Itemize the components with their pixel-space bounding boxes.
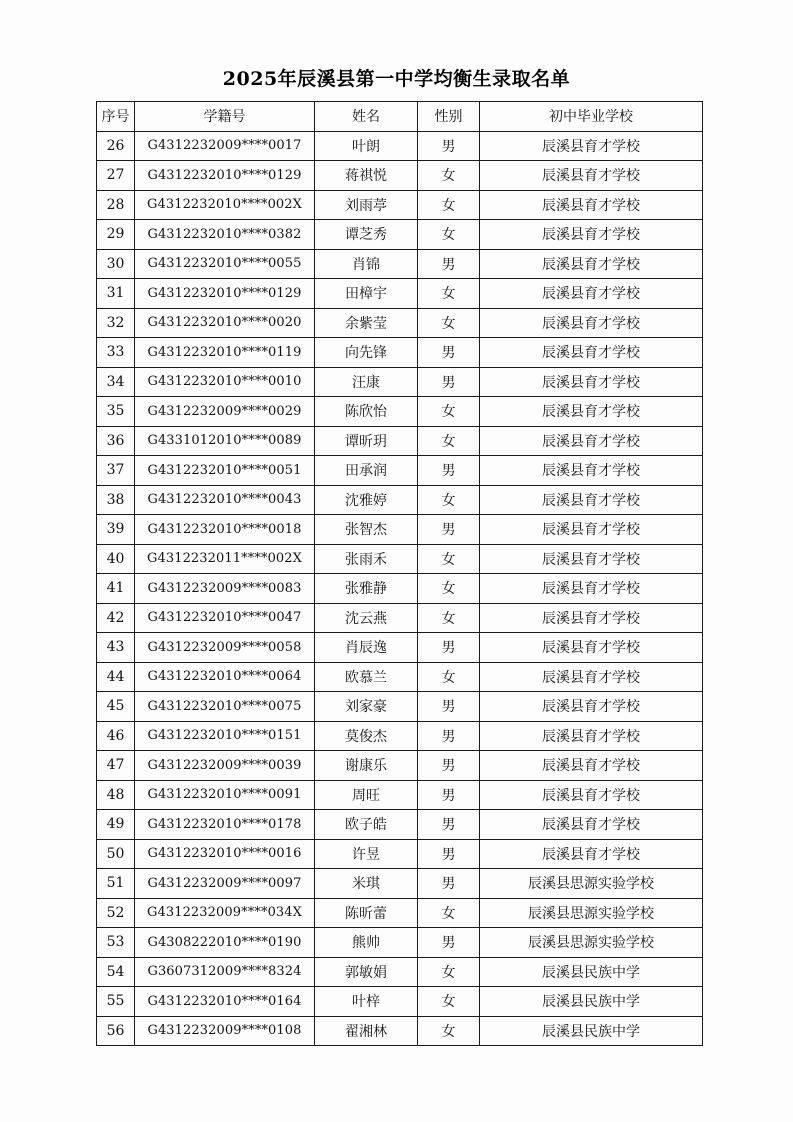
cell-name: 莫俊杰 <box>315 721 418 751</box>
table-row <box>97 279 703 309</box>
cell-student-id: G4312232009****0017 <box>135 131 315 161</box>
table-row <box>97 515 703 545</box>
cell-student-id: G4312232010****002X <box>135 190 315 220</box>
table-row <box>97 839 703 869</box>
cell-gender: 男 <box>418 456 480 486</box>
cell-student-id: G4312232009****0083 <box>135 574 315 604</box>
cell-student-id: G4312232010****0051 <box>135 456 315 486</box>
cell-name: 肖锦 <box>315 249 418 279</box>
cell-seq: 28 <box>97 190 135 220</box>
table-row <box>97 1016 703 1046</box>
cell-gender: 女 <box>418 898 480 928</box>
cell-student-id: G4308222010****0190 <box>135 928 315 958</box>
cell-student-id: G4312232009****0029 <box>135 397 315 427</box>
cell-gender: 女 <box>418 190 480 220</box>
cell-gender: 男 <box>418 751 480 781</box>
cell-school: 辰溪县育才学校 <box>480 810 703 840</box>
cell-name: 刘雨葶 <box>315 190 418 220</box>
header-school: 初中毕业学校 <box>480 102 703 132</box>
cell-name: 叶梓 <box>315 987 418 1017</box>
cell-name: 张雨禾 <box>315 544 418 574</box>
cell-name: 沈雅婷 <box>315 485 418 515</box>
cell-seq: 26 <box>97 131 135 161</box>
cell-name: 陈昕蕾 <box>315 898 418 928</box>
cell-seq: 37 <box>97 456 135 486</box>
cell-student-id: G4312232010****0016 <box>135 839 315 869</box>
cell-gender: 女 <box>418 987 480 1017</box>
cell-school: 辰溪县育才学校 <box>480 662 703 692</box>
table-row <box>97 308 703 338</box>
cell-school: 辰溪县育才学校 <box>480 249 703 279</box>
table-row <box>97 131 703 161</box>
cell-student-id: G4312232011****002X <box>135 544 315 574</box>
cell-seq: 48 <box>97 780 135 810</box>
table-row <box>97 397 703 427</box>
cell-student-id: G4312232010****0020 <box>135 308 315 338</box>
cell-school: 辰溪县育才学校 <box>480 780 703 810</box>
cell-seq: 27 <box>97 161 135 191</box>
cell-school: 辰溪县思源实验学校 <box>480 928 703 958</box>
table-row <box>97 485 703 515</box>
cell-name: 余紫莹 <box>315 308 418 338</box>
cell-school: 辰溪县育才学校 <box>480 839 703 869</box>
page-title: 2025年辰溪县第一中学均衡生录取名单 <box>222 68 571 90</box>
table-row <box>97 869 703 899</box>
cell-student-id: G4312232010****0129 <box>135 161 315 191</box>
cell-gender: 男 <box>418 367 480 397</box>
cell-school: 辰溪县育才学校 <box>480 515 703 545</box>
cell-name: 田承润 <box>315 456 418 486</box>
cell-school: 辰溪县民族中学 <box>480 957 703 987</box>
cell-name: 翟湘林 <box>315 1016 418 1046</box>
cell-gender: 男 <box>418 338 480 368</box>
cell-name: 谢康乐 <box>315 751 418 781</box>
cell-school: 辰溪县育才学校 <box>480 603 703 633</box>
header-name: 姓名 <box>315 102 418 132</box>
cell-gender: 女 <box>418 1016 480 1046</box>
cell-name: 肖辰逸 <box>315 633 418 663</box>
cell-gender: 男 <box>418 839 480 869</box>
header-seq: 序号 <box>97 102 135 132</box>
cell-seq: 56 <box>97 1016 135 1046</box>
cell-seq: 34 <box>97 367 135 397</box>
table-row <box>97 928 703 958</box>
cell-student-id: G4312232010****0043 <box>135 485 315 515</box>
cell-student-id: G3607312009****8324 <box>135 957 315 987</box>
table-row <box>97 249 703 279</box>
cell-school: 辰溪县育才学校 <box>480 574 703 604</box>
cell-student-id: G4312232009****0097 <box>135 869 315 899</box>
cell-seq: 30 <box>97 249 135 279</box>
cell-school: 辰溪县育才学校 <box>480 721 703 751</box>
table-row <box>97 780 703 810</box>
cell-school: 辰溪县思源实验学校 <box>480 898 703 928</box>
cell-seq: 33 <box>97 338 135 368</box>
table-row <box>97 987 703 1017</box>
cell-seq: 55 <box>97 987 135 1017</box>
cell-gender: 女 <box>418 308 480 338</box>
table-row <box>97 544 703 574</box>
cell-seq: 40 <box>97 544 135 574</box>
cell-name: 熊帅 <box>315 928 418 958</box>
cell-student-id: G4312232010****0178 <box>135 810 315 840</box>
cell-school: 辰溪县育才学校 <box>480 131 703 161</box>
cell-student-id: G4312232010****0091 <box>135 780 315 810</box>
cell-seq: 54 <box>97 957 135 987</box>
cell-gender: 女 <box>418 574 480 604</box>
cell-name: 叶朗 <box>315 131 418 161</box>
table-row <box>97 957 703 987</box>
cell-school: 辰溪县民族中学 <box>480 1016 703 1046</box>
cell-seq: 47 <box>97 751 135 781</box>
cell-name: 谭昕玥 <box>315 426 418 456</box>
cell-gender: 女 <box>418 544 480 574</box>
cell-seq: 51 <box>97 869 135 899</box>
cell-gender: 女 <box>418 957 480 987</box>
cell-school: 辰溪县育才学校 <box>480 338 703 368</box>
table-row <box>97 603 703 633</box>
cell-name: 许昱 <box>315 839 418 869</box>
cell-name: 向先锋 <box>315 338 418 368</box>
cell-name: 张智杰 <box>315 515 418 545</box>
cell-student-id: G4312232010****0129 <box>135 279 315 309</box>
cell-student-id: G4312232010****0018 <box>135 515 315 545</box>
table-row <box>97 633 703 663</box>
cell-gender: 女 <box>418 397 480 427</box>
cell-name: 蒋祺悦 <box>315 161 418 191</box>
cell-gender: 男 <box>418 131 480 161</box>
cell-gender: 女 <box>418 426 480 456</box>
cell-seq: 32 <box>97 308 135 338</box>
cell-student-id: G4312232010****0064 <box>135 662 315 692</box>
table-row <box>97 338 703 368</box>
table-row <box>97 190 703 220</box>
cell-name: 欧子皓 <box>315 810 418 840</box>
cell-student-id: G4312232010****0151 <box>135 721 315 751</box>
cell-student-id: G4312232009****0039 <box>135 751 315 781</box>
cell-school: 辰溪县育才学校 <box>480 220 703 250</box>
cell-gender: 男 <box>418 810 480 840</box>
cell-seq: 49 <box>97 810 135 840</box>
cell-gender: 男 <box>418 869 480 899</box>
cell-school: 辰溪县育才学校 <box>480 426 703 456</box>
cell-gender: 女 <box>418 485 480 515</box>
cell-seq: 45 <box>97 692 135 722</box>
cell-student-id: G4312232010****0010 <box>135 367 315 397</box>
cell-school: 辰溪县育才学校 <box>480 456 703 486</box>
cell-gender: 女 <box>418 161 480 191</box>
cell-student-id: G4312232010****0047 <box>135 603 315 633</box>
cell-school: 辰溪县育才学校 <box>480 367 703 397</box>
cell-school: 辰溪县育才学校 <box>480 751 703 781</box>
cell-school: 辰溪县民族中学 <box>480 987 703 1017</box>
cell-seq: 44 <box>97 662 135 692</box>
cell-name: 欧慕兰 <box>315 662 418 692</box>
table-row <box>97 898 703 928</box>
table-row <box>97 662 703 692</box>
cell-student-id: G4312232009****034X <box>135 898 315 928</box>
cell-name: 周旺 <box>315 780 418 810</box>
cell-student-id: G4312232010****0382 <box>135 220 315 250</box>
table-row <box>97 721 703 751</box>
cell-seq: 36 <box>97 426 135 456</box>
cell-seq: 43 <box>97 633 135 663</box>
table-row <box>97 426 703 456</box>
cell-gender: 女 <box>418 279 480 309</box>
cell-student-id: G4312232009****0108 <box>135 1016 315 1046</box>
cell-seq: 42 <box>97 603 135 633</box>
cell-gender: 男 <box>418 928 480 958</box>
cell-seq: 50 <box>97 839 135 869</box>
table-row <box>97 220 703 250</box>
table-header-row <box>97 102 703 132</box>
cell-school: 辰溪县育才学校 <box>480 692 703 722</box>
cell-gender: 男 <box>418 780 480 810</box>
cell-name: 张雅静 <box>315 574 418 604</box>
cell-school: 辰溪县育才学校 <box>480 161 703 191</box>
cell-name: 谭芝秀 <box>315 220 418 250</box>
cell-student-id: G4312232009****0058 <box>135 633 315 663</box>
cell-student-id: G4312232010****0075 <box>135 692 315 722</box>
cell-name: 陈欣怡 <box>315 397 418 427</box>
cell-gender: 男 <box>418 515 480 545</box>
table-row <box>97 751 703 781</box>
cell-seq: 29 <box>97 220 135 250</box>
cell-name: 米琪 <box>315 869 418 899</box>
cell-school: 辰溪县育才学校 <box>480 544 703 574</box>
cell-gender: 男 <box>418 633 480 663</box>
cell-school: 辰溪县育才学校 <box>480 308 703 338</box>
cell-school: 辰溪县育才学校 <box>480 279 703 309</box>
cell-name: 汪康 <box>315 367 418 397</box>
cell-gender: 女 <box>418 220 480 250</box>
cell-seq: 38 <box>97 485 135 515</box>
cell-gender: 男 <box>418 249 480 279</box>
cell-name: 郭敏娟 <box>315 957 418 987</box>
table-row <box>97 456 703 486</box>
table-row <box>97 810 703 840</box>
cell-seq: 35 <box>97 397 135 427</box>
cell-seq: 41 <box>97 574 135 604</box>
cell-seq: 31 <box>97 279 135 309</box>
cell-gender: 男 <box>418 721 480 751</box>
cell-school: 辰溪县育才学校 <box>480 397 703 427</box>
cell-school: 辰溪县思源实验学校 <box>480 869 703 899</box>
cell-gender: 女 <box>418 603 480 633</box>
admission-table <box>96 101 703 1046</box>
cell-gender: 女 <box>418 662 480 692</box>
cell-student-id: G4312232010****0164 <box>135 987 315 1017</box>
cell-seq: 52 <box>97 898 135 928</box>
cell-seq: 39 <box>97 515 135 545</box>
cell-student-id: G4312232010****0055 <box>135 249 315 279</box>
cell-gender: 男 <box>418 692 480 722</box>
header-gender: 性别 <box>418 102 480 132</box>
cell-name: 沈云燕 <box>315 603 418 633</box>
table-row <box>97 692 703 722</box>
table-row <box>97 574 703 604</box>
cell-seq: 53 <box>97 928 135 958</box>
cell-school: 辰溪县育才学校 <box>480 190 703 220</box>
cell-name: 田樟宇 <box>315 279 418 309</box>
header-student-id: 学籍号 <box>135 102 315 132</box>
cell-name: 刘家豪 <box>315 692 418 722</box>
cell-student-id: G4331012010****0089 <box>135 426 315 456</box>
table-row <box>97 161 703 191</box>
table-row <box>97 367 703 397</box>
cell-student-id: G4312232010****0119 <box>135 338 315 368</box>
cell-school: 辰溪县育才学校 <box>480 485 703 515</box>
cell-school: 辰溪县育才学校 <box>480 633 703 663</box>
cell-seq: 46 <box>97 721 135 751</box>
